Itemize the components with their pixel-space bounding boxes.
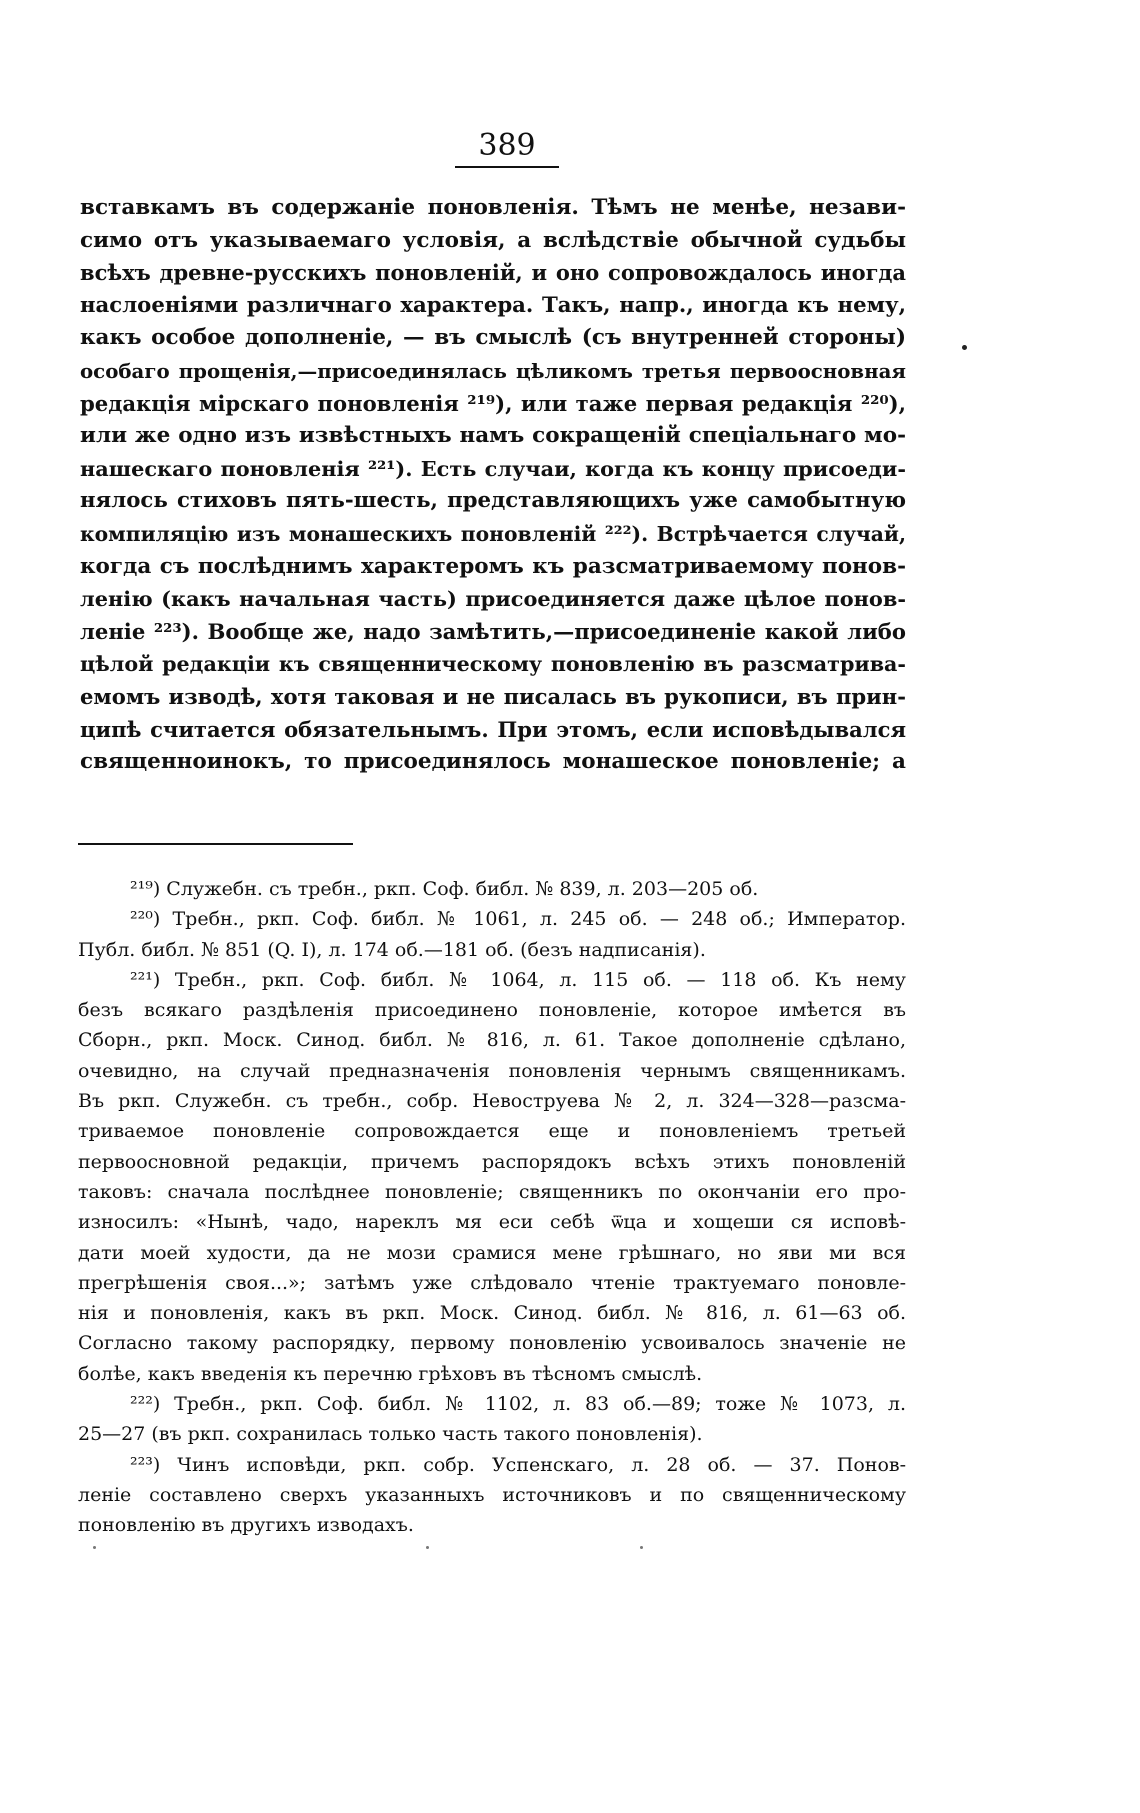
body-line: священноинокъ, то присоединялось монашеское поновленіе; а: [80, 749, 906, 775]
body-line: цѣлой редакціи къ священническому поновленію въ разсматрива-: [80, 652, 906, 677]
footnote-line: болѣе, какъ введенія къ перечню грѣховъ въ тѣсномъ смыслѣ.: [78, 1362, 703, 1385]
footnote-line: первоосновной редакціи, причемъ распорядокъ всѣхъ этихъ поновленій: [78, 1150, 906, 1173]
margin-dot: [962, 345, 967, 350]
page-number: 389: [478, 128, 536, 163]
footnote-line: триваемое поновленіе сопровождается еще и поновленіемъ третьей: [78, 1120, 906, 1143]
footnote-line: ²²³) Чинъ исповѣди, ркп. собр. Успенскаго, л. 28 об. — 37. Понов-: [130, 1453, 906, 1476]
footnotes: [78, 874, 906, 1541]
footnote-line: очевидно, на случай предназначенія поновленія чернымъ священникамъ.: [78, 1059, 906, 1082]
paper-speck: [93, 1546, 96, 1549]
body-line: нашескаго поновленія ²²¹). Есть случаи, когда къ концу присоеди-: [80, 455, 906, 481]
body-line: особаго прощенія,—присоединялась цѣликомъ третья первоосновная: [80, 358, 906, 383]
footnote-separator: [78, 843, 353, 845]
footnote-line: дати моей худости, да не мози срамися мене грѣшнаго, но яви ми вся: [78, 1241, 906, 1264]
body-line: наслоеніями различнаго характера. Такъ, напр., иногда къ нему,: [80, 292, 906, 318]
footnote-line: безъ всякаго раздѣленія присоединено поновленіе, которое имѣется въ: [78, 999, 906, 1022]
footnote-line: Сборн., ркп. Моск. Синод. библ. № 816, л. 61. Такое дополненіе сдѣлано,: [78, 1029, 906, 1052]
footnote-line: Публ. библ. № 851 (Q. I), л. 174 об.—181 об. (безъ надписанія).: [78, 938, 706, 961]
footnote-line: леніе составлено сверхъ указанныхъ источниковъ и по священническому: [78, 1483, 906, 1506]
footnote-line: 25—27 (въ ркп. сохранилась только часть такого поновленія).: [78, 1423, 703, 1446]
footnote-line: ²²⁰) Требн., ркп. Соф. библ. № 1061, л. 245 об. — 248 об.; Император.: [130, 908, 906, 931]
footnote-line: Согласно такому распорядку, первому поновленію усвоивалось значеніе не: [78, 1332, 906, 1355]
paper-speck: [640, 1546, 643, 1549]
footnote-line: прегрѣшенія своя...»; затѣмъ уже слѣдовало чтеніе трактуемаго поновле-: [78, 1271, 906, 1294]
body-line: или же одно изъ извѣстныхъ намъ сокращеній спеціальнаго мо-: [80, 423, 906, 449]
footnote-line: износилъ: «Нынѣ, чадо, нареклъ мя еси себѣ ѿца и хощеши ся исповѣ-: [78, 1211, 906, 1234]
body-line: емомъ изводѣ, хотя таковая и не писалась въ рукописи, въ прин-: [80, 683, 906, 709]
body-line: симо отъ указываемаго условія, а вслѣдствіе обычной судьбы: [80, 227, 906, 253]
body-line: нялось стиховъ пять-шесть, представляющихъ уже самобытную: [80, 488, 906, 514]
body-line: когда съ послѣднимъ характеромъ къ разсматриваемому понов-: [80, 553, 906, 579]
body-line: ципѣ считается обязательнымъ. При этомъ, если исповѣдывался: [80, 716, 906, 742]
body-line: редакція мірскаго поновленія ²¹⁹), или таже первая редакція ²²⁰),: [80, 390, 906, 416]
footnote-line: Въ ркп. Служебн. съ требн., собр. Невоструева № 2, л. 324—328—разсма-: [78, 1090, 906, 1113]
page-number-underline: [455, 166, 559, 168]
footnote-line: ²¹⁹) Служебн. съ требн., ркп. Соф. библ. № 839, л. 203—205 об.: [130, 878, 759, 900]
footnote-line: поновленію въ другихъ изводахъ.: [78, 1514, 414, 1537]
body-line: вставкамъ въ содержаніе поновленія. Тѣмъ не менѣе, незави-: [80, 195, 906, 220]
body-line: компиляцію изъ монашескихъ поновленій ²²²). Встрѣчается случай,: [80, 521, 906, 546]
footnote-line: нія и поновленія, какъ въ ркп. Моск. Синод. библ. № 816, л. 61—63 об.: [78, 1302, 906, 1325]
body-text: [80, 192, 906, 779]
footnote-line: ²²¹) Требн., ркп. Соф. библ. № 1064, л. 115 об. — 118 об. Къ нему: [130, 968, 906, 991]
body-line: всѣхъ древне-русскихъ поновленій, и оно сопровождалось иногда: [80, 260, 906, 286]
body-line: ленію (какъ начальная часть) присоединяется даже цѣлое понов-: [80, 586, 906, 612]
footnote-line: ²²²) Требн., ркп. Соф. библ. № 1102, л. 83 об.—89; тоже № 1073, л.: [130, 1393, 906, 1416]
body-line: леніе ²²³). Вообще же, надо замѣтить,—присоединеніе какой либо: [80, 618, 906, 644]
body-line: какъ особое дополненіе, — въ смыслѣ (съ внутренней стороны): [80, 325, 906, 351]
footnote-line: таковъ: сначала послѣднее поновленіе; священникъ по окончаніи его про-: [78, 1180, 906, 1203]
paper-speck: [426, 1546, 429, 1549]
